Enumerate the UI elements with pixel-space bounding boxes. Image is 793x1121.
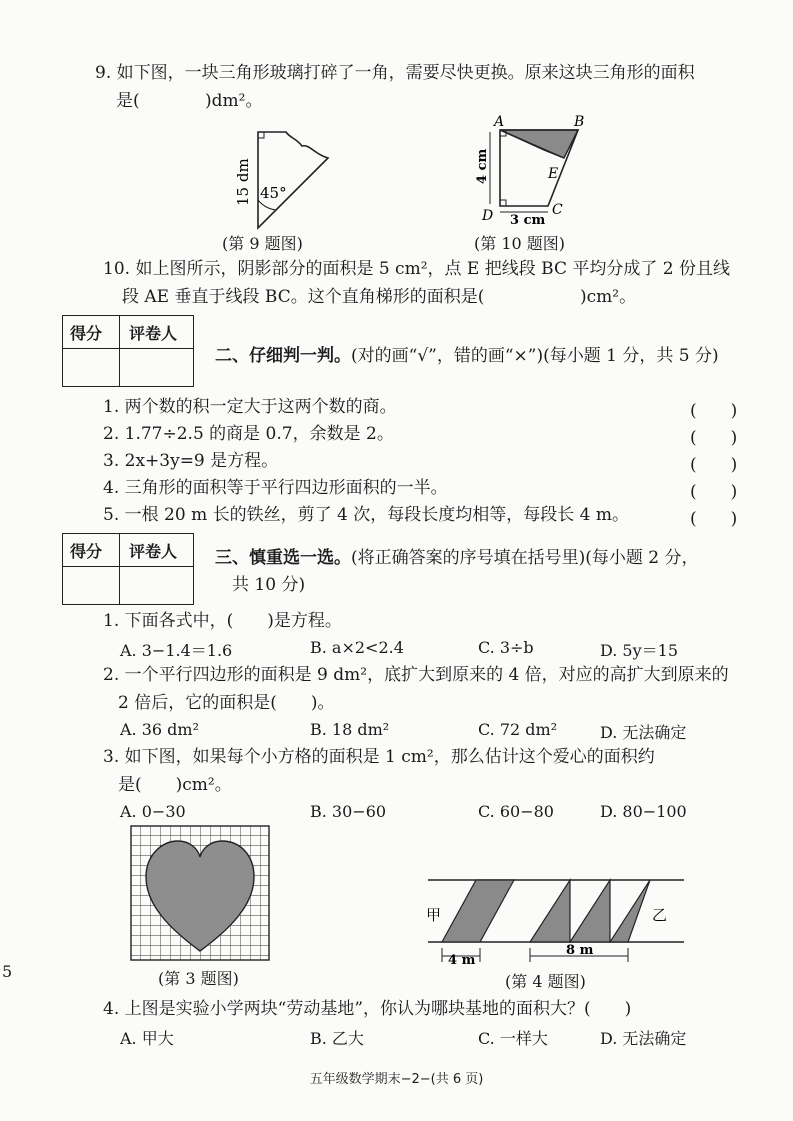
q10-side-label: 4 cm — [475, 148, 490, 184]
choice-q2-stem-line2: 2 倍后，它的面积是( )。 — [118, 693, 335, 713]
q10-stem-line1: 10. 如上图所示，阴影部分的面积是 5 cm²，点 E 把线段 BC 平均分成了 2 份且线 — [103, 259, 730, 279]
choice-q2-option-b[interactable]: B. 18 dm² — [310, 720, 390, 739]
score-label: 得分 — [70, 324, 103, 343]
choice-q4-option-b[interactable]: B. 乙大 — [310, 1029, 364, 1048]
judge-item-5: 5. 一根 20 m 长的铁丝，剪了 4 次，每段长度均相等，每段长 4 m。 — [103, 505, 629, 525]
q10-bottom-label: 3 cm — [510, 213, 546, 228]
q10-stem-line2-start: 段 AE 垂直于线段 BC。这个直角梯形的面积是( — [122, 287, 485, 307]
judge-item-1: 1. 两个数的积一定大于这两个数的商。 — [103, 397, 397, 417]
q10-label-a: A — [494, 114, 505, 130]
q9-stem-line2-end: )dm²。 — [205, 91, 263, 111]
q10-label-c: C — [552, 202, 563, 218]
q10-trapezoid-figure — [468, 108, 603, 228]
choice-q3-option-d[interactable]: D. 80−100 — [600, 802, 687, 821]
choice-q1-stem: 1. 下面各式中，( )是方程。 — [103, 611, 342, 631]
section3-heading — [215, 543, 699, 568]
q3-heart-grid-figure — [130, 825, 270, 961]
choice-q1-option-d[interactable]: D. 5y＝15 — [600, 641, 679, 660]
grader-label: 评卷人 — [129, 542, 178, 561]
q10-label-d: D — [482, 208, 494, 224]
choice-q1-option-b[interactable]: B. a×2<2.4 — [310, 638, 404, 657]
section2-score-box — [62, 315, 194, 387]
q9-angle-label: 45° — [260, 184, 287, 202]
page-footer: 五年级数学期末−2−(共 6 页) — [309, 1072, 484, 1087]
section3-title: 三、慎重选一选。 — [215, 548, 351, 568]
score-label: 得分 — [70, 542, 103, 561]
q4-label-yi: 乙 — [652, 906, 668, 924]
q9-side-label: 15 dm — [234, 158, 252, 206]
q9-broken-triangle-figure — [230, 128, 340, 238]
choice-q4-option-a[interactable]: A. 甲大 — [120, 1029, 174, 1048]
choice-q2-option-d[interactable]: D. 无法确定 — [600, 723, 687, 742]
judge-answer-5[interactable]: ( ) — [690, 509, 738, 529]
q4-dim-left: 4 m — [448, 953, 476, 968]
judge-answer-4[interactable]: ( ) — [690, 482, 738, 502]
choice-q3-option-b[interactable]: B. 30−60 — [310, 802, 387, 821]
section3-note-line1: (将正确答案的序号填在括号里)(每小题 2 分， — [351, 548, 699, 568]
judge-item-4: 4. 三角形的面积等于平行四边形面积的一半。 — [103, 478, 448, 498]
q10-label-b: B — [574, 114, 585, 130]
section2-heading — [215, 341, 719, 366]
margin-mark: 5 — [2, 962, 13, 981]
choice-q2-option-a[interactable]: A. 36 dm² — [120, 720, 199, 739]
judge-item-3: 3. 2x+3y=9 是方程。 — [103, 451, 279, 471]
section3-score-box — [62, 533, 194, 605]
choice-q1-option-c[interactable]: C. 3÷b — [478, 638, 534, 657]
choice-q3-option-c[interactable]: C. 60−80 — [478, 802, 554, 821]
q9-caption: (第 9 题图) — [222, 234, 303, 253]
judge-answer-1[interactable]: ( ) — [690, 401, 738, 421]
choice-q2-option-c[interactable]: C. 72 dm² — [478, 720, 558, 739]
choice-q3-stem-line1: 3. 如下图，如果每个小方格的面积是 1 cm²，那么估计这个爱心的面积约 — [103, 747, 655, 767]
section3-note-line2: 共 10 分) — [232, 575, 306, 595]
q3-caption: (第 3 题图) — [158, 969, 239, 988]
q9-stem-line2-start: 是( — [116, 91, 140, 111]
judge-answer-3[interactable]: ( ) — [690, 455, 738, 475]
choice-q3-stem-line2: 是( )cm²。 — [118, 775, 232, 795]
section2-note: (对的画“√”，错的画“×”)(每小题 1 分，共 5 分) — [351, 346, 719, 366]
choice-q1-option-a[interactable]: A. 3−1.4＝1.6 — [120, 641, 233, 660]
choice-q3-option-a[interactable]: A. 0−30 — [120, 802, 186, 821]
choice-q2-stem-line1: 2. 一个平行四边形的面积是 9 dm²，底扩大到原来的 4 倍，对应的高扩大到原来的 — [103, 665, 729, 685]
grader-label: 评卷人 — [129, 324, 178, 343]
section2-title: 二、仔细判一判。 — [215, 346, 351, 366]
q10-label-e: E — [548, 166, 559, 182]
q9-stem-line1: 9. 如下图，一块三角形玻璃打碎了一角，需要尽快更换。原来这块三角形的面积 — [95, 63, 695, 83]
judge-answer-2[interactable]: ( ) — [690, 428, 738, 448]
q4-label-jia: 甲 — [426, 906, 442, 924]
choice-q4-option-d[interactable]: D. 无法确定 — [600, 1029, 687, 1048]
judge-item-2: 2. 1.77÷2.5 的商是 0.7，余数是 2。 — [103, 424, 394, 444]
choice-q4-stem: 4. 上图是实验小学两块“劳动基地”，你认为哪块基地的面积大？( ) — [103, 999, 632, 1019]
choice-q4-option-c[interactable]: C. 一样大 — [478, 1029, 548, 1048]
q10-stem-line2-end: )cm²。 — [580, 287, 637, 307]
q4-dim-right: 8 m — [566, 943, 594, 958]
q4-caption: (第 4 题图) — [505, 972, 586, 991]
q10-caption: (第 10 题图) — [474, 234, 566, 253]
q4-land-plots-figure — [422, 868, 692, 968]
